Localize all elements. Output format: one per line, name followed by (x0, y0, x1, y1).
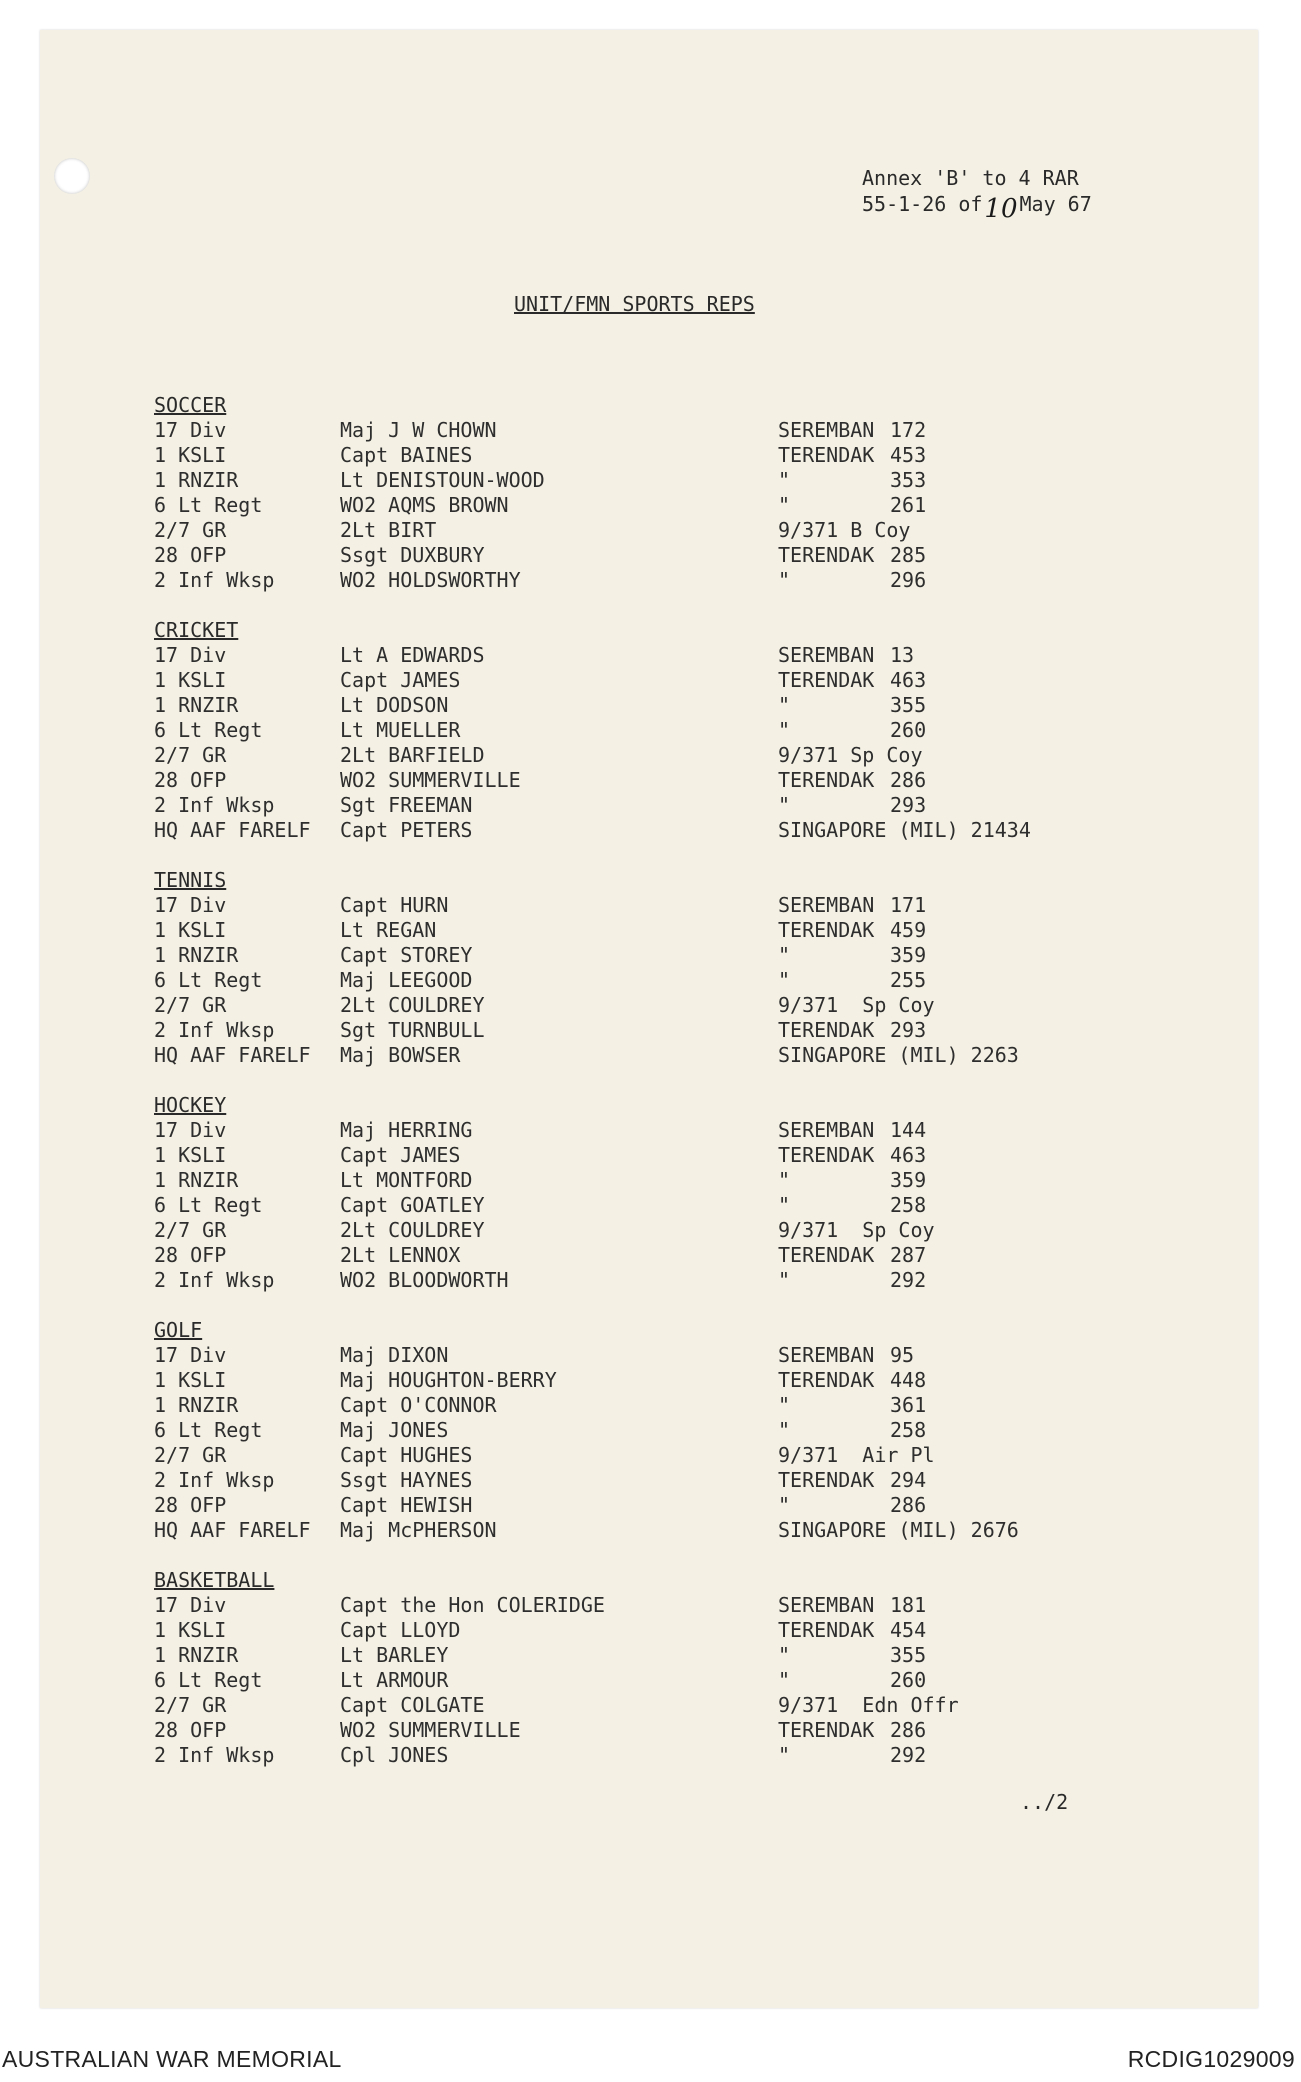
location-cell: TERENDAK (778, 1468, 875, 1492)
annex-line-2 (862, 192, 1092, 224)
name-cell: WO2 SUMMERVILLE (340, 1718, 521, 1742)
location-cell: SEREMBAN (778, 1593, 875, 1617)
name-cell: Lt BARLEY (340, 1643, 449, 1667)
table-row (154, 493, 1154, 518)
unit-cell: 28 OFP (154, 1493, 227, 1517)
location-cell: TERENDAK (778, 1018, 875, 1042)
unit-cell: 2/7 GR (154, 518, 227, 542)
table-row (154, 743, 1154, 768)
location-cell: " (778, 943, 791, 967)
table-row (154, 1268, 1154, 1293)
extension-cell: 294 (890, 1468, 927, 1492)
extension-cell: 13 (890, 643, 915, 667)
name-cell: Lt ARMOUR (340, 1668, 449, 1692)
table-row (154, 568, 1154, 593)
table-row (154, 768, 1154, 793)
unit-cell: 17 Div (154, 1343, 227, 1367)
table-row (154, 1393, 1154, 1418)
location-cell: TERENDAK (778, 918, 875, 942)
extension-cell: 255 (890, 968, 927, 992)
unit-cell: HQ AAF FARELF (154, 1518, 311, 1542)
unit-cell: 1 KSLI (154, 1618, 227, 1642)
name-cell: Lt DENISTOUN-WOOD (340, 468, 545, 492)
name-cell: WO2 SUMMERVILLE (340, 768, 521, 792)
location-cell: 9/371 Air Pl (778, 1443, 935, 1467)
unit-cell: 2/7 GR (154, 1443, 227, 1467)
extension-cell: 258 (890, 1193, 927, 1217)
unit-cell: 1 KSLI (154, 918, 227, 942)
unit-cell: 6 Lt Regt (154, 1668, 263, 1692)
name-cell: Capt JAMES (340, 668, 461, 692)
name-cell: Capt LLOYD (340, 1618, 461, 1642)
name-cell: WO2 HOLDSWORTHY (340, 568, 521, 592)
table-row (154, 1018, 1154, 1043)
annex-reference (862, 166, 1092, 224)
name-cell: Capt HUGHES (340, 1443, 473, 1467)
name-cell: Ssgt HAYNES (340, 1468, 473, 1492)
location-cell: 9/371 Sp Coy (778, 743, 923, 767)
location-cell: TERENDAK (778, 1618, 875, 1642)
location-cell: 9/371 B Coy (778, 518, 911, 542)
name-cell: 2Lt BARFIELD (340, 743, 485, 767)
extension-cell: 454 (890, 1618, 927, 1642)
table-row (154, 668, 1154, 693)
name-cell: Cpl JONES (340, 1743, 449, 1767)
extension-cell: 144 (890, 1118, 927, 1142)
unit-cell: 6 Lt Regt (154, 493, 263, 517)
section-soccer (154, 393, 1154, 593)
unit-cell: HQ AAF FARELF (154, 1043, 311, 1067)
unit-cell: 6 Lt Regt (154, 718, 263, 742)
table-row (154, 1143, 1154, 1168)
extension-cell: 463 (890, 1143, 927, 1167)
extension-cell: 453 (890, 443, 927, 467)
name-cell: Sgt TURNBULL (340, 1018, 485, 1042)
unit-cell: 1 KSLI (154, 443, 227, 467)
section-heading: TENNIS (154, 868, 227, 892)
location-cell: " (778, 693, 791, 717)
location-cell: TERENDAK (778, 768, 875, 792)
extension-cell: 285 (890, 543, 927, 567)
table-row (154, 1443, 1154, 1468)
name-cell: Capt PETERS (340, 818, 473, 842)
extension-cell: 286 (890, 768, 927, 792)
table-row (154, 918, 1154, 943)
name-cell: Sgt FREEMAN (340, 793, 473, 817)
name-cell: Capt HEWISH (340, 1493, 473, 1517)
unit-cell: 6 Lt Regt (154, 1418, 263, 1442)
section-heading: CRICKET (154, 618, 239, 642)
location-cell: TERENDAK (778, 1243, 875, 1267)
name-cell: 2Lt COULDREY (340, 993, 485, 1017)
location-cell: " (778, 718, 791, 742)
unit-cell: 1 KSLI (154, 668, 227, 692)
table-row (154, 693, 1154, 718)
location-cell: " (778, 1268, 791, 1292)
name-cell: Lt A EDWARDS (340, 643, 485, 667)
annex-line-2-prefix: 55-1-26 of (862, 192, 983, 216)
name-cell: Maj LEEGOOD (340, 968, 473, 992)
table-row (154, 893, 1154, 918)
unit-cell: 1 KSLI (154, 1368, 227, 1392)
extension-cell: 286 (890, 1718, 927, 1742)
unit-cell: 1 RNZIR (154, 1168, 239, 1192)
name-cell: Maj HOUGHTON-BERRY (340, 1368, 557, 1392)
table-row (154, 718, 1154, 743)
extension-cell: 260 (890, 1668, 927, 1692)
table-row (154, 1343, 1154, 1368)
location-cell: " (778, 1193, 791, 1217)
location-cell: SEREMBAN (778, 893, 875, 917)
extension-cell: 292 (890, 1268, 927, 1292)
extension-cell: 296 (890, 568, 927, 592)
name-cell: Lt MUELLER (340, 718, 461, 742)
footer-source: AUSTRALIAN WAR MEMORIAL (2, 2046, 342, 2072)
name-cell: Capt BAINES (340, 443, 473, 467)
location-cell: SINGAPORE (MIL) 2676 (778, 1518, 1019, 1542)
unit-cell: 6 Lt Regt (154, 968, 263, 992)
unit-cell: 2 Inf Wksp (154, 568, 275, 592)
unit-cell: 2/7 GR (154, 993, 227, 1017)
section-cricket (154, 618, 1154, 843)
location-cell: 9/371 Sp Coy (778, 1218, 935, 1242)
extension-cell: 261 (890, 493, 927, 517)
location-cell: SEREMBAN (778, 1118, 875, 1142)
extension-cell: 448 (890, 1368, 927, 1392)
name-cell: Maj DIXON (340, 1343, 449, 1367)
unit-cell: 17 Div (154, 418, 227, 442)
table-row (154, 643, 1154, 668)
location-cell: SEREMBAN (778, 1343, 875, 1367)
table-row (154, 793, 1154, 818)
location-cell: " (778, 1418, 791, 1442)
name-cell: Capt HURN (340, 893, 449, 917)
location-cell: SEREMBAN (778, 643, 875, 667)
annex-line-2-suffix: May 67 (1019, 192, 1092, 216)
table-row (154, 1518, 1154, 1543)
location-cell: " (778, 968, 791, 992)
extension-cell: 260 (890, 718, 927, 742)
unit-cell: 28 OFP (154, 543, 227, 567)
name-cell: 2Lt COULDREY (340, 1218, 485, 1242)
extension-cell: 286 (890, 1493, 927, 1517)
extension-cell: 355 (890, 693, 927, 717)
table-row (154, 818, 1154, 843)
extension-cell: 172 (890, 418, 927, 442)
location-cell: " (778, 468, 791, 492)
name-cell: Maj McPHERSON (340, 1518, 497, 1542)
table-row (154, 1618, 1154, 1643)
location-cell: TERENDAK (778, 1368, 875, 1392)
section-golf (154, 1318, 1154, 1543)
extension-cell: 181 (890, 1593, 927, 1617)
location-cell: TERENDAK (778, 443, 875, 467)
name-cell: Capt GOATLEY (340, 1193, 485, 1217)
table-row (154, 1743, 1154, 1768)
location-cell: TERENDAK (778, 1143, 875, 1167)
name-cell: Lt DODSON (340, 693, 449, 717)
location-cell: TERENDAK (778, 543, 875, 567)
table-row (154, 1193, 1154, 1218)
name-cell: Capt STOREY (340, 943, 473, 967)
extension-cell: 293 (890, 793, 927, 817)
unit-cell: 17 Div (154, 893, 227, 917)
name-cell: Capt O'CONNOR (340, 1393, 497, 1417)
unit-cell: 28 OFP (154, 768, 227, 792)
unit-cell: 2 Inf Wksp (154, 1743, 275, 1767)
location-cell: SEREMBAN (778, 418, 875, 442)
extension-cell: 463 (890, 668, 927, 692)
table-row (154, 443, 1154, 468)
unit-cell: 2 Inf Wksp (154, 1468, 275, 1492)
name-cell: WO2 BLOODWORTH (340, 1268, 509, 1292)
unit-cell: 2 Inf Wksp (154, 1018, 275, 1042)
location-cell: " (778, 1668, 791, 1692)
table-row (154, 968, 1154, 993)
extension-cell: 459 (890, 918, 927, 942)
location-cell: " (778, 1643, 791, 1667)
extension-cell: 292 (890, 1743, 927, 1767)
unit-cell: 1 RNZIR (154, 693, 239, 717)
unit-cell: 28 OFP (154, 1243, 227, 1267)
location-cell: " (778, 493, 791, 517)
extension-cell: 355 (890, 1643, 927, 1667)
table-row (154, 1218, 1154, 1243)
unit-cell: 6 Lt Regt (154, 1193, 263, 1217)
location-cell: " (778, 1493, 791, 1517)
unit-cell: HQ AAF FARELF (154, 818, 311, 842)
table-row (154, 1693, 1154, 1718)
table-row (154, 543, 1154, 568)
unit-cell: 2/7 GR (154, 1218, 227, 1242)
location-cell: SINGAPORE (MIL) 2263 (778, 1043, 1019, 1067)
location-cell: " (778, 1168, 791, 1192)
extension-cell: 359 (890, 943, 927, 967)
table-row (154, 1043, 1154, 1068)
unit-cell: 2/7 GR (154, 1693, 227, 1717)
section-tennis (154, 868, 1154, 1068)
table-row (154, 468, 1154, 493)
table-row (154, 1593, 1154, 1618)
name-cell: Maj HERRING (340, 1118, 473, 1142)
sports-reps-list (154, 393, 1154, 1793)
unit-cell: 17 Div (154, 1118, 227, 1142)
table-row (154, 1468, 1154, 1493)
location-cell: 9/371 Sp Coy (778, 993, 935, 1017)
extension-cell: 361 (890, 1393, 927, 1417)
extension-cell: 258 (890, 1418, 927, 1442)
punch-hole (54, 158, 90, 194)
unit-cell: 2 Inf Wksp (154, 1268, 275, 1292)
unit-cell: 1 KSLI (154, 1143, 227, 1167)
name-cell: Maj BOWSER (340, 1043, 461, 1067)
name-cell: Capt JAMES (340, 1143, 461, 1167)
location-cell: TERENDAK (778, 1718, 875, 1742)
table-row (154, 1118, 1154, 1143)
extension-cell: 95 (890, 1343, 915, 1367)
name-cell: Ssgt DUXBURY (340, 543, 485, 567)
section-heading: BASKETBALL (154, 1568, 275, 1592)
name-cell: Capt COLGATE (340, 1693, 485, 1717)
section-heading: SOCCER (154, 393, 227, 417)
section-heading: GOLF (154, 1318, 203, 1342)
name-cell: Maj J W CHOWN (340, 418, 497, 442)
table-row (154, 1243, 1154, 1268)
name-cell: Maj JONES (340, 1418, 449, 1442)
table-row (154, 1718, 1154, 1743)
location-cell: " (778, 1393, 791, 1417)
unit-cell: 28 OFP (154, 1718, 227, 1742)
unit-cell: 1 RNZIR (154, 468, 239, 492)
name-cell: Lt MONTFORD (340, 1168, 473, 1192)
footer-id: RCDIG1029009 (1127, 2046, 1295, 2072)
document-title: UNIT/FMN SPORTS REPS (514, 292, 755, 316)
location-cell: 9/371 Edn Offr (778, 1693, 959, 1717)
annex-handwritten-day: 10 (984, 194, 1018, 224)
annex-line-1: Annex 'B' to 4 RAR (862, 166, 1079, 190)
extension-cell: 293 (890, 1018, 927, 1042)
extension-cell: 359 (890, 1168, 927, 1192)
table-row (154, 1368, 1154, 1393)
location-cell: TERENDAK (778, 668, 875, 692)
table-row (154, 518, 1154, 543)
unit-cell: 2/7 GR (154, 743, 227, 767)
table-row (154, 993, 1154, 1018)
extension-cell: 171 (890, 893, 927, 917)
unit-cell: 1 RNZIR (154, 1643, 239, 1667)
table-row (154, 418, 1154, 443)
location-cell: " (778, 568, 791, 592)
unit-cell: 1 RNZIR (154, 943, 239, 967)
extension-cell: 287 (890, 1243, 927, 1267)
unit-cell: 1 RNZIR (154, 1393, 239, 1417)
extension-cell: 353 (890, 468, 927, 492)
name-cell: Lt REGAN (340, 918, 437, 942)
table-row (154, 1493, 1154, 1518)
table-row (154, 1668, 1154, 1693)
section-basketball (154, 1568, 1154, 1768)
name-cell: 2Lt LENNOX (340, 1243, 461, 1267)
table-row (154, 1643, 1154, 1668)
location-cell: " (778, 1743, 791, 1767)
location-cell: " (778, 793, 791, 817)
table-row (154, 943, 1154, 968)
name-cell: Capt the Hon COLERIDGE (340, 1593, 605, 1617)
section-heading: HOCKEY (154, 1093, 227, 1117)
unit-cell: 17 Div (154, 1593, 227, 1617)
location-cell: SINGAPORE (MIL) 21434 (778, 818, 1031, 842)
name-cell: 2Lt BIRT (340, 518, 437, 542)
table-row (154, 1418, 1154, 1443)
section-hockey (154, 1093, 1154, 1293)
unit-cell: 2 Inf Wksp (154, 793, 275, 817)
unit-cell: 17 Div (154, 643, 227, 667)
page-continuation: ../2 (1020, 1790, 1069, 1814)
table-row (154, 1168, 1154, 1193)
name-cell: WO2 AQMS BROWN (340, 493, 509, 517)
